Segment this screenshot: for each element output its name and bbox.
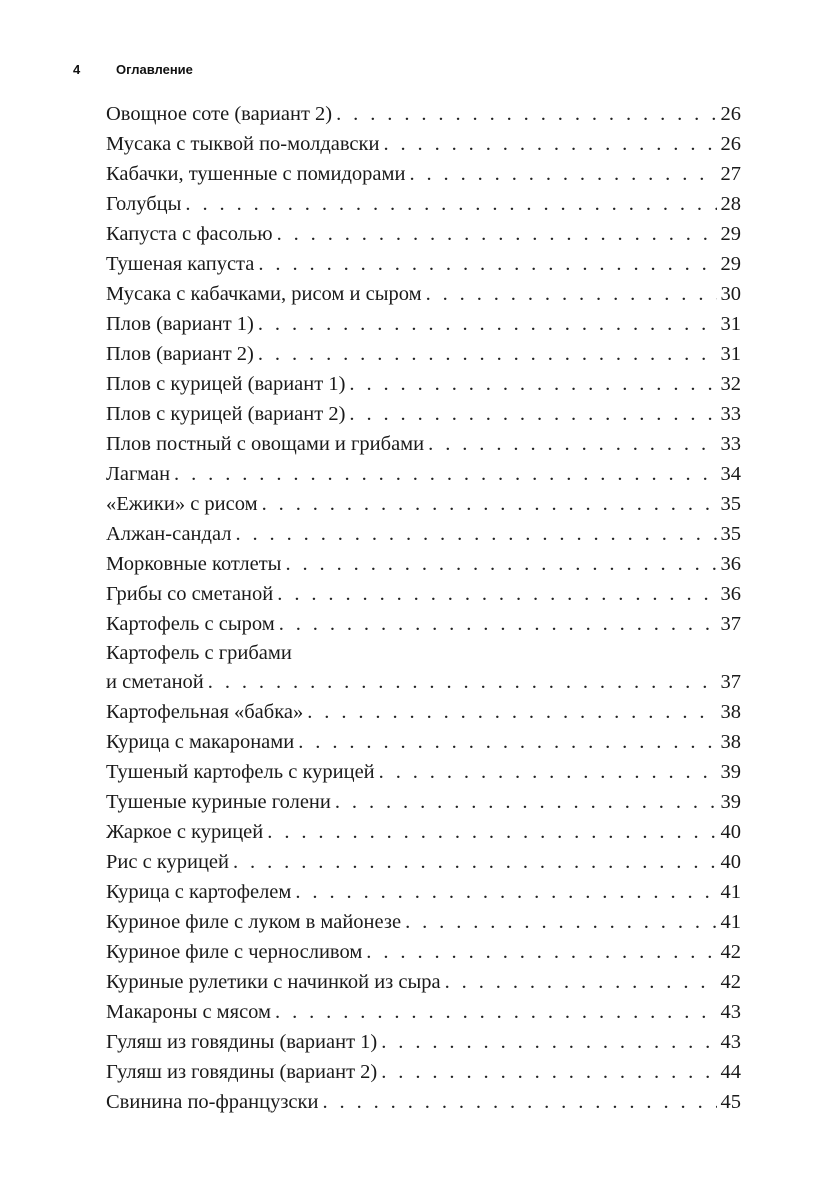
- toc-entry-page: 26: [720, 103, 741, 125]
- toc-entry: [106, 369, 741, 399]
- toc-entry-title: Мусака с кабачками, рисом и сыром: [106, 283, 422, 305]
- toc-entry-page: 40: [720, 851, 741, 873]
- dot-leader: [426, 279, 717, 309]
- dot-leader: [258, 339, 717, 369]
- toc-entry-page: 35: [720, 493, 741, 515]
- toc-entry: [106, 1087, 741, 1117]
- toc-entry-title: Плов (вариант 2): [106, 343, 254, 365]
- toc-entry-title: Тушеная капуста: [106, 253, 255, 275]
- toc-entry-title: Куриное филе с черносливом: [106, 941, 363, 963]
- toc-entry: [106, 279, 741, 309]
- toc-entry: [106, 549, 741, 579]
- dot-leader: [174, 459, 717, 489]
- toc-entry-title: Куриные рулетики с начинкой из сыра: [106, 971, 441, 993]
- toc-entry: [106, 997, 741, 1027]
- toc-entry-title: Тушеные куриные голени: [106, 791, 331, 813]
- toc-entry: [106, 967, 741, 997]
- toc-entry-page: 36: [720, 583, 741, 605]
- toc-entry-title: Морковные котлеты: [106, 553, 282, 575]
- toc-entry-title: Куриное филе с луком в майонезе: [106, 911, 402, 933]
- toc-entry: [106, 489, 741, 519]
- toc-entry-page: 31: [720, 343, 741, 365]
- toc-entry: [106, 429, 741, 459]
- toc-entry-page: 44: [720, 1061, 741, 1083]
- toc-entry-title: Свинина по-французски: [106, 1091, 319, 1113]
- toc-entry-title-line1: Картофель с грибами: [106, 642, 292, 664]
- toc-entry-title: Лагман: [106, 463, 171, 485]
- page-number: 4: [73, 62, 81, 77]
- dot-leader: [185, 189, 717, 219]
- toc-entry: [106, 639, 741, 697]
- toc-entry-title-line2: и сметаной: [106, 671, 204, 693]
- toc-entry-title: Плов с курицей (вариант 1): [106, 373, 346, 395]
- toc-entry-page: 31: [720, 313, 741, 335]
- toc-entry-title: Макароны с мясом: [106, 1001, 272, 1023]
- toc-entry-title: Овощное соте (вариант 2): [106, 103, 333, 125]
- toc-entry-page: 29: [720, 253, 741, 275]
- toc-entry: [106, 579, 741, 609]
- dot-leader: [208, 668, 717, 697]
- toc-entry-title: Картофель с сыром: [106, 613, 275, 635]
- dot-leader: [409, 159, 717, 189]
- toc-entry-page: 34: [720, 463, 741, 485]
- toc-entry-page: 45: [720, 1091, 741, 1113]
- toc-entry: [106, 877, 741, 907]
- toc-entry-page: 40: [720, 821, 741, 843]
- dot-leader: [349, 399, 717, 429]
- toc-entry-page: 30: [720, 283, 741, 305]
- toc-entry-page: 41: [720, 911, 741, 933]
- toc-entry-page: 41: [720, 881, 741, 903]
- dot-leader: [258, 309, 717, 339]
- toc-entry-continuation: [106, 668, 741, 697]
- toc-entry: [106, 937, 741, 967]
- toc-entry-page: 33: [720, 433, 741, 455]
- toc-entry-title: Рис с курицей: [106, 851, 229, 873]
- dot-leader: [285, 549, 717, 579]
- toc-entry: [106, 847, 741, 877]
- toc-entry-title: Картофельная «бабка»: [106, 701, 304, 723]
- toc-entry-page: 32: [720, 373, 741, 395]
- dot-leader: [322, 1087, 717, 1117]
- toc-entry-title: «Ежики» с рисом: [106, 493, 258, 515]
- toc-entry-page: 27: [720, 163, 741, 185]
- toc-entry-title: Гуляш из говядины (вариант 2): [106, 1061, 378, 1083]
- toc-entry: [106, 907, 741, 937]
- toc-entry-page: 37: [720, 671, 741, 693]
- toc-entry: [106, 159, 741, 189]
- toc-entry: [106, 1027, 741, 1057]
- dot-leader: [295, 877, 717, 907]
- toc-entry-page: 43: [720, 1001, 741, 1023]
- toc-entry-title: Алжан-сандал: [106, 523, 232, 545]
- toc-entry-page: 38: [720, 731, 741, 753]
- toc-entry-page: 39: [720, 791, 741, 813]
- toc-entry-page: 33: [720, 403, 741, 425]
- dot-leader: [267, 817, 717, 847]
- dot-leader: [383, 129, 717, 159]
- dot-leader: [233, 847, 717, 877]
- dot-leader: [277, 579, 717, 609]
- toc-entry: [106, 189, 741, 219]
- toc-entry-page: 26: [720, 133, 741, 155]
- toc-entry-title: Капуста с фасолью: [106, 223, 273, 245]
- toc-entry-title: Грибы со сметаной: [106, 583, 274, 605]
- toc-entry: [106, 129, 741, 159]
- toc-entry-page: 43: [720, 1031, 741, 1053]
- toc-entry: [106, 519, 741, 549]
- dot-leader: [298, 727, 717, 757]
- toc-entry-title: Курица с картофелем: [106, 881, 292, 903]
- toc-entry: [106, 697, 741, 727]
- toc-entry: [106, 787, 741, 817]
- toc-entry-page: 28: [720, 193, 741, 215]
- toc-entry-page: 37: [720, 613, 741, 635]
- toc-entry-title: Плов (вариант 1): [106, 313, 254, 335]
- dot-leader: [381, 1027, 717, 1057]
- toc-entry: [106, 817, 741, 847]
- toc-entry-page: 38: [720, 701, 741, 723]
- section-title: Оглавление: [116, 62, 193, 77]
- toc-entry: [106, 459, 741, 489]
- toc-entry: [106, 249, 741, 279]
- toc-entry-title: Мусака с тыквой по-молдавски: [106, 133, 380, 155]
- toc-entry-title: Тушеный картофель с курицей: [106, 761, 375, 783]
- toc-entry-title: Гуляш из говядины (вариант 1): [106, 1031, 378, 1053]
- toc-entry: [106, 99, 741, 129]
- dot-leader: [428, 429, 717, 459]
- toc-entry: [106, 219, 741, 249]
- toc-entry-page: 42: [720, 971, 741, 993]
- dot-leader: [275, 997, 717, 1027]
- toc-entry-page: 36: [720, 553, 741, 575]
- dot-leader: [277, 219, 717, 249]
- dot-leader: [366, 937, 717, 967]
- toc-entry: [106, 757, 741, 787]
- dot-leader: [279, 609, 717, 639]
- dot-leader: [349, 369, 717, 399]
- dot-leader: [336, 99, 717, 129]
- toc-entry: [106, 727, 741, 757]
- toc-entry-page: 35: [720, 523, 741, 545]
- dot-leader: [262, 489, 717, 519]
- dot-leader: [381, 1057, 717, 1087]
- toc-entry-title: Голубцы: [106, 193, 182, 215]
- toc-entry-title: Курица с макаронами: [106, 731, 295, 753]
- dot-leader: [258, 249, 717, 279]
- toc-entry-title: Плов с курицей (вариант 2): [106, 403, 346, 425]
- dot-leader: [405, 907, 717, 937]
- dot-leader: [307, 697, 717, 727]
- toc-entry: [106, 339, 741, 369]
- running-head: [73, 62, 193, 82]
- dot-leader: [379, 757, 717, 787]
- dot-leader: [445, 967, 717, 997]
- toc-entry: [106, 1057, 741, 1087]
- toc-entry: [106, 609, 741, 639]
- dot-leader: [335, 787, 717, 817]
- toc-entry: [106, 309, 741, 339]
- toc-entry-page: 29: [720, 223, 741, 245]
- toc-entry-page: 39: [720, 761, 741, 783]
- dot-leader: [235, 519, 717, 549]
- toc-entry-title: Кабачки, тушенные с помидорами: [106, 163, 406, 185]
- toc-entry: [106, 399, 741, 429]
- toc-entry-title: Жаркое с курицей: [106, 821, 264, 843]
- toc-entry-title: Плов постный с овощами и грибами: [106, 433, 425, 455]
- table-of-contents: [106, 99, 741, 1117]
- toc-entry-page: 42: [720, 941, 741, 963]
